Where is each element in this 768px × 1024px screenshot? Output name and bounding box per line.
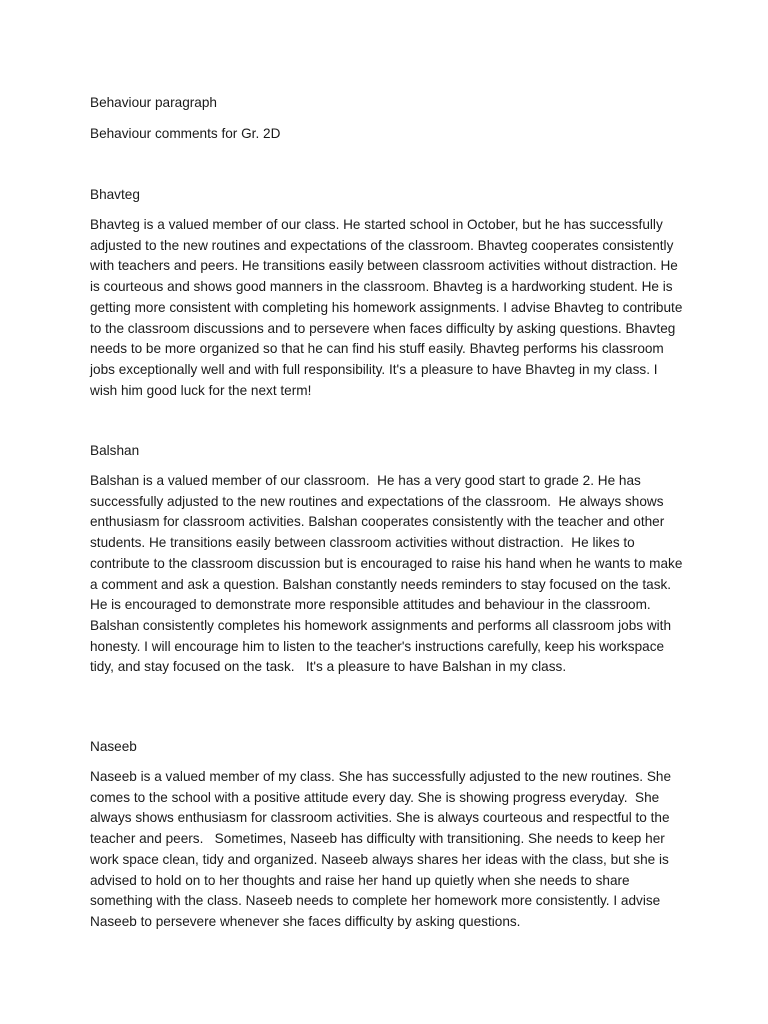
student-name-balshan: Balshan — [90, 443, 140, 458]
document-title: Behaviour paragraph — [90, 95, 217, 110]
student-comment-bhavteg: Bhavteg is a valued member of our class. He started school in October, but he has successfully adjusted to the new routines and expectations of the classroom. Bhavteg cooperates consistently with teachers and peers. He transitions easily between classroom activities without distraction. He is courteous and shows good manners in the classroom. Bhavteg is a hardworking student. He is getting more consistent with completing his homework assignments. I advise Bhavteg to contribute to the classroom discussions and to persevere when faces difficulty by asking questions. Bhavteg needs to be more organized so that he can find his stuff easily. Bhavteg performs his classroom jobs exceptionally well and with full responsibility. It's a pleasure to have Bhavteg in my class. I wish him good luck for the next term! — [90, 217, 687, 398]
student-comment-balshan: Balshan is a valued member of our classroom. He has a very good start to grade 2. He has successfully adjusted to the new routines and expectations of the classroom. He always shows enthusiasm for classroom activities. Balshan cooperates consistently with the teacher and other students. He transitions easily between classroom activities without distraction. He likes to contribute to the classroom discussion but is encouraged to raise his hand when he wants to make a comment and ask a question. Balshan constantly needs reminders to stay focused on the task. He is encouraged to demonstrate more responsible attitudes and behaviour in the classroom. Balshan consistently completes his homework assignments and performs all classroom jobs with honesty. I will encourage him to listen to the teacher's instructions carefully, keep his workspace tidy, and stay focused on the task. It's a pleasure to have Balshan in my class. — [90, 473, 687, 675]
student-name-bhavteg: Bhavteg — [90, 187, 140, 202]
document-subtitle: Behaviour comments for Gr. 2D — [90, 126, 281, 141]
student-name-naseeb: Naseeb — [90, 739, 137, 754]
student-comment-naseeb: Naseeb is a valued member of my class. She has successfully adjusted to the new routines. She comes to the school with a positive attitude every day. She is showing progress everyday. She always shows enthusiasm for classroom activities. She is always courteous and respectful to the teacher and peers. Sometimes, Naseeb has difficulty with transitioning. She needs to keep her work space clean, tidy and organized. Naseeb always shares her ideas with the class, but she is advised to hold on to her thoughts and raise her hand up quietly when she needs to share something with the class. Naseeb needs to complete her homework more consistently. I advise Naseeb to persevere whenever she faces difficulty by asking questions. — [90, 769, 675, 929]
